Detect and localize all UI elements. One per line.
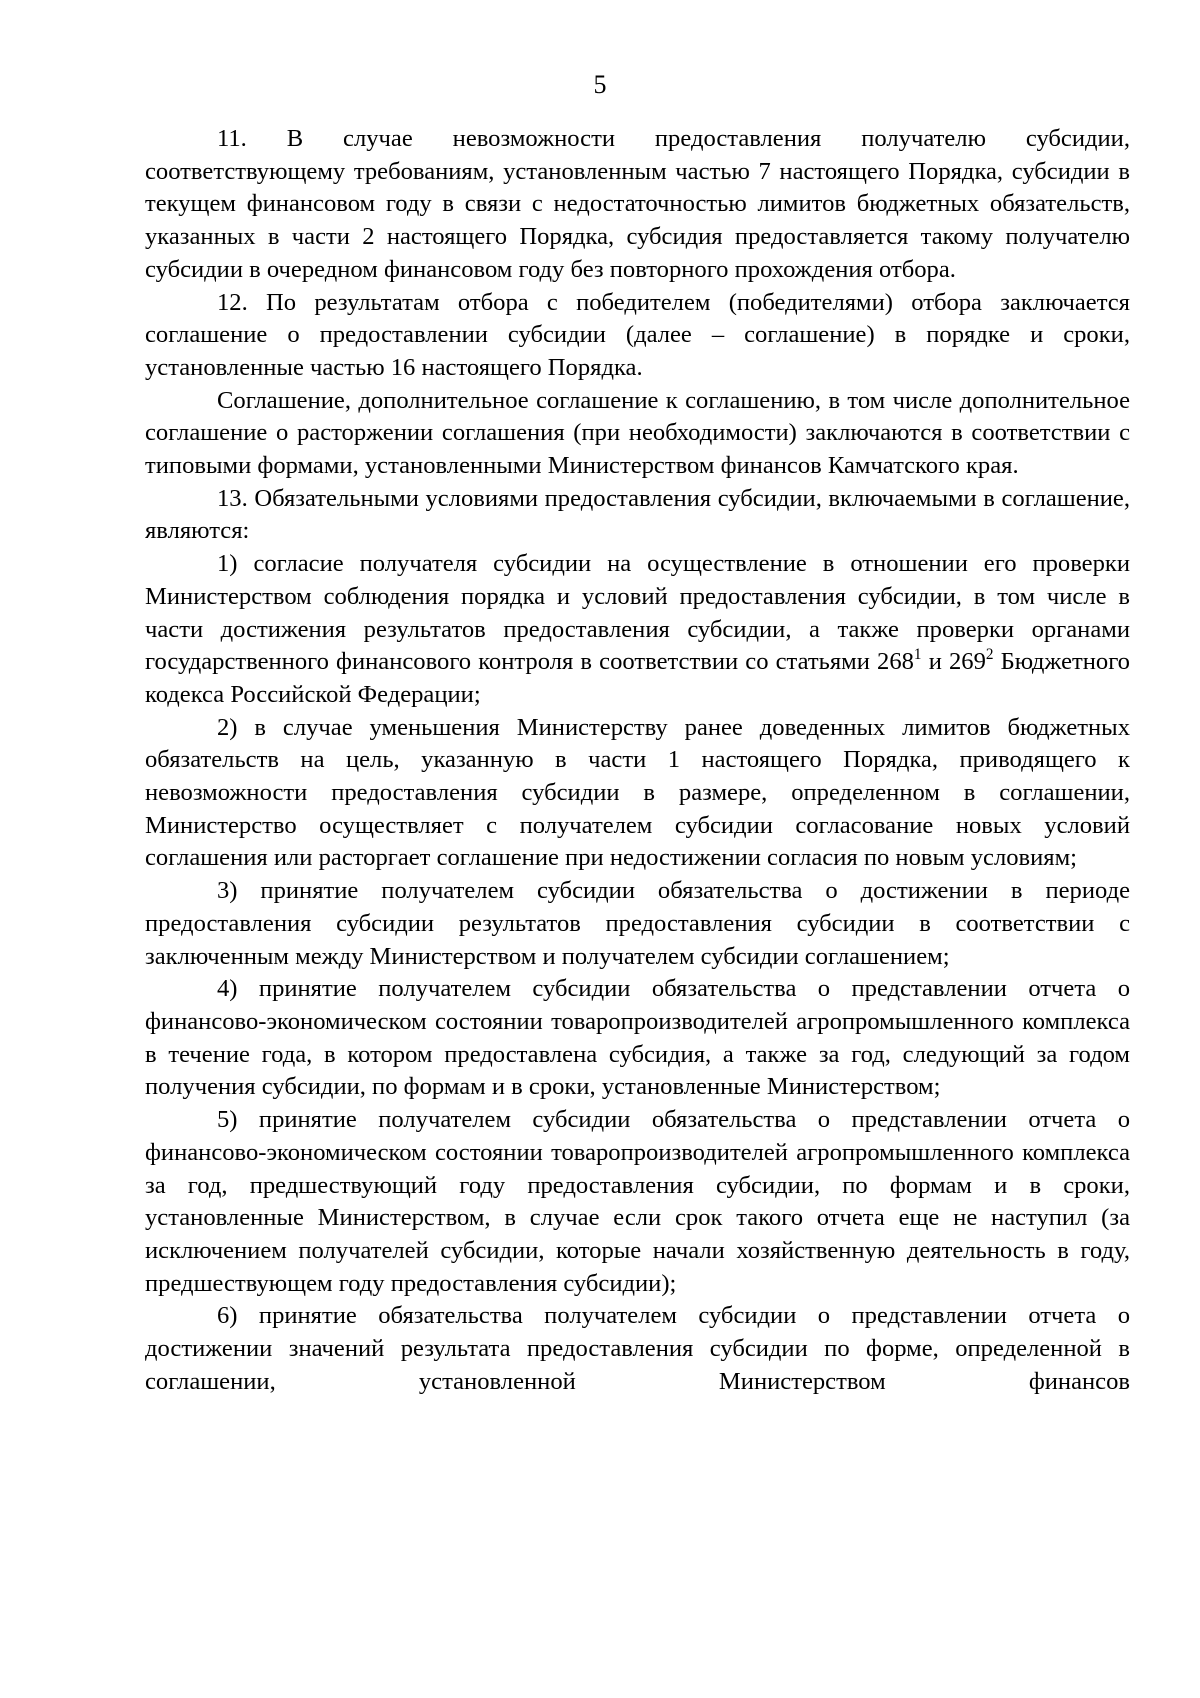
condition-6: 6) принятие обязательства получателем субсидии о представлении отчета о достижении значений результата предоставления субсидии по форме, определенной в соглашении, установленной Министерством финансов [145,1302,1130,1395]
paragraph-agreement-forms: Соглашение, дополнительное соглашение к соглашению, в том числе дополнительное соглашение о расторжении соглашения (при необходимости) заключаются в соответствии с типовыми формами, установленными Министерством финансов Камчатского края. [145,386,1130,480]
condition-3: 3) принятие получателем субсидии обязательства о достижении в периоде предоставления субсидии результатов предоставления субсидии в соответствии с заключенным между Министерством и получателем субсидии соглашением; [145,877,1130,970]
article-268-superscript: 1 [913,645,922,663]
condition-5: 5) принятие получателем субсидии обязательства о представлении отчета о финансово-экономическом состоянии товаропроизводителей агропромышленного комплекса за год, предшествующий году предоставления субсидии, по формам и в сроки, установленные Министерством, в случае если срок такого отчета еще не наступил (за исключением получателей субсидии, которые начали хозяйственную деятельность в году, предшествующем году предоставления субсидии); [145,1106,1130,1297]
budget-code-article-268: 268 [877,648,914,676]
budget-code-article-269: 269 [949,648,986,676]
paragraph-11: 11. В случае невозможности предоставления получателю субсидии, соответствующему требованиям, установленным частью 7 настоящего Порядка, субсидии в текущем финансовом году в связи с недостаточностью лимитов бюджетных обязательств, указанных в части 2 настоящего Порядка, субсидия предоставляется такому получателю субсидии в очередном финансовом году без повторного прохождения отбора. [145,125,1130,283]
condition-1-text-end: Бюджетного кодекса Российской Федерации; [145,648,1130,708]
condition-4: 4) принятие получателем субсидии обязательства о представлении отчета о финансово-экономическом состоянии товаропроизводителей агропромышленного комплекса в течение года, в котором предоставлена субсидия, а также за год, следующий за годом получения субсидии, по формам и в сроки, установленные Министерством; [145,975,1130,1101]
condition-1 [145,548,1130,712]
paragraph-12: 12. По результатам отбора с победителем (победителями) отбора заключается соглашение о предоставлении субсидии (далее – соглашение) в порядке и сроки, установленные частью 16 настоящего Порядка. [145,288,1130,381]
article-269-superscript: 2 [985,645,994,663]
paragraph-13: 13. Обязательными условиями предоставления субсидии, включаемыми в соглашение, являются: [145,484,1130,545]
condition-1-text-start: 1) согласие получателя субсидии на осуществление в отношении его проверки Министерством соблюдения порядка и условий предоставления субсидии, в том числе в части достижения результатов предоставления субсидии, а также проверки органами государственного финансового контроля в соответствии со статьями [145,550,1130,676]
condition-2: 2) в случае уменьшения Министерству ранее доведенных лимитов бюджетных обязательств на цель, указанную в части 1 настоящего Порядка, приводящего к невозможности предоставления субсидии в размере, определенном в соглашении, Министерство осуществляет с получателем субсидии согласование новых условий соглашения или расторгает соглашение при недостижении согласия по новым условиям; [145,713,1130,872]
page-number: 5 [593,70,607,99]
condition-1-conjunction: и [921,648,949,676]
document-body [145,123,1130,1398]
